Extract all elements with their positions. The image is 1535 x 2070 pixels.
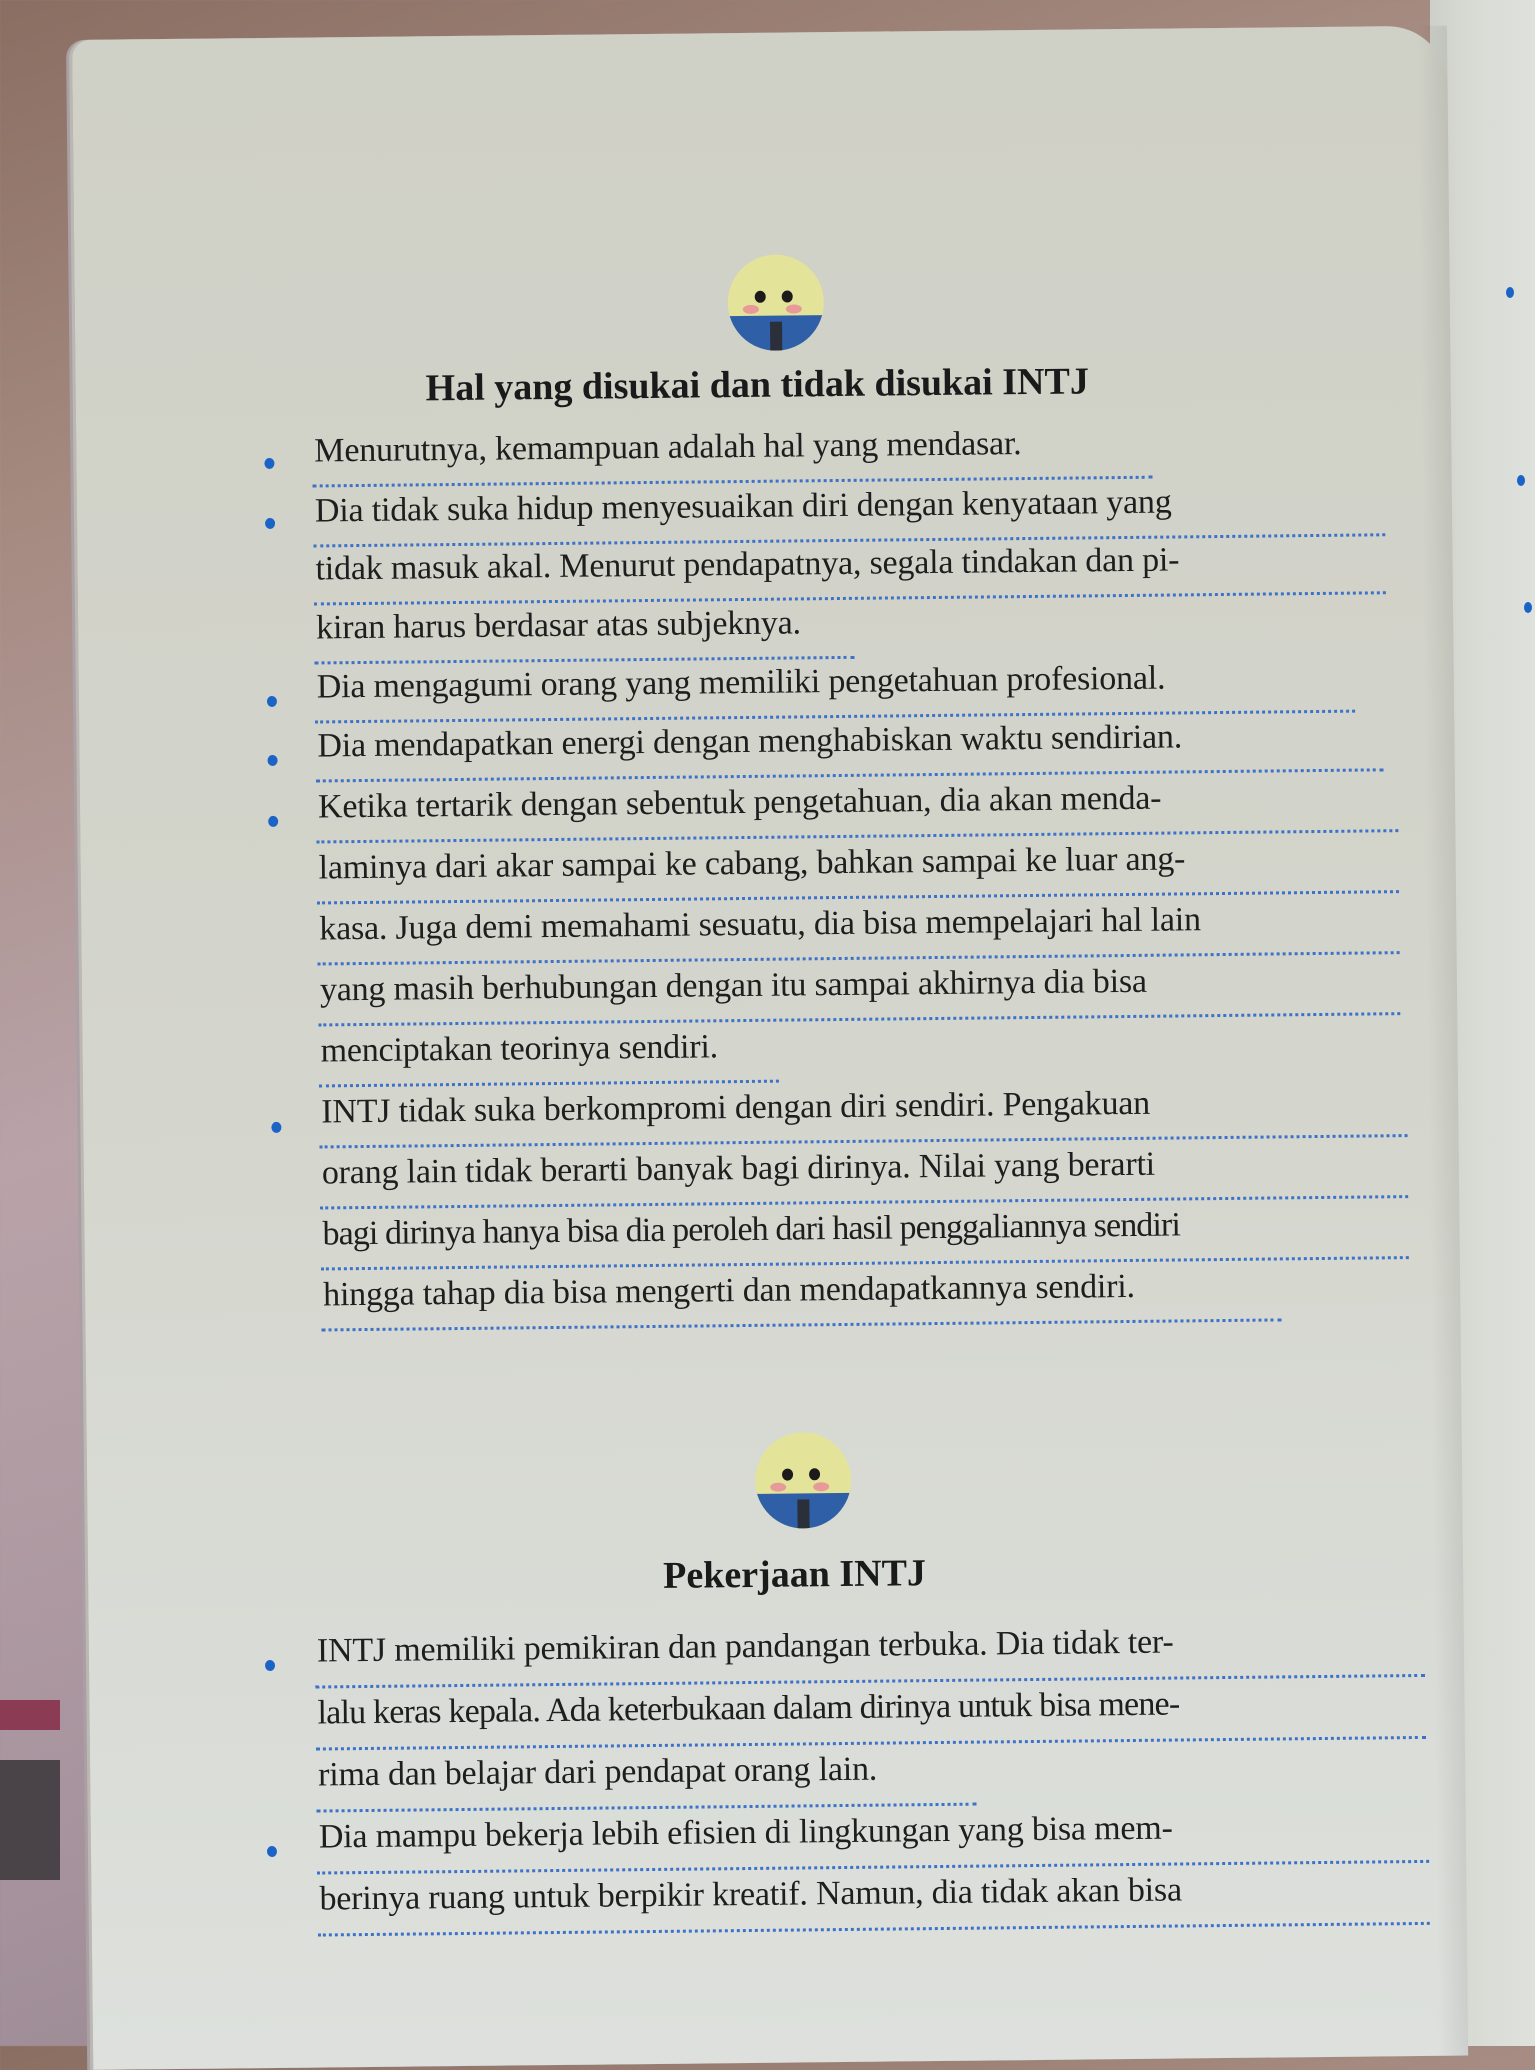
- section-title-likes: Hal yang disukai dan tidak disukai INTJ: [425, 360, 1090, 410]
- bullet-line: Dia tidak suka hidup menyesuaikan diri dengan kenyataan yang: [314, 483, 1172, 530]
- mascot-blush: [743, 305, 759, 314]
- bullet-icon: [271, 1122, 281, 1133]
- bullet-line: hingga tahap dia bisa mengerti dan mendapatkannya sendiri.: [322, 1267, 1136, 1314]
- dotted-underline: [317, 1803, 977, 1813]
- dotted-underline: [316, 829, 1398, 843]
- bullet-line: INTJ memiliki pemikiran dan pandangan terbuka. Dia tidak ter-: [316, 1623, 1174, 1670]
- dotted-underline: [317, 890, 1399, 904]
- mascot-eye: [809, 1469, 820, 1481]
- dotted-underline: [320, 1134, 1408, 1148]
- dotted-underline: [316, 1736, 1426, 1751]
- mascot-collar: [798, 1500, 810, 1529]
- dotted-underline: [320, 1195, 1408, 1209]
- fabric-pattern: [0, 1700, 60, 1730]
- bullet-icon: [267, 755, 277, 766]
- bullet-icon: [265, 518, 275, 529]
- facing-page-bullet: [1517, 475, 1525, 486]
- dotted-underline: [316, 768, 1384, 782]
- dotted-underline: [321, 1256, 1409, 1270]
- facing-page-bullet: [1524, 602, 1532, 613]
- dotted-underline: [319, 1080, 779, 1088]
- bullet-line: orang lain tidak berarti banyak bagi dirinya. Nilai yang berarti: [321, 1145, 1156, 1192]
- bullet-line: kiran harus berdasar atas subjeknya.: [315, 604, 802, 647]
- bullet-icon: [268, 816, 278, 827]
- mascot-icon: [755, 1432, 852, 1529]
- mascot-icon: [727, 254, 824, 351]
- bullet-icon: [264, 458, 274, 469]
- bullet-line: Dia mampu bekerja lebih efisien di lingkungan yang bisa mem-: [318, 1809, 1173, 1856]
- section-title-work: Pekerjaan INTJ: [662, 1552, 927, 1597]
- bullet-icon: [265, 1660, 275, 1671]
- bullet-line: laminya dari akar sampai ke cabang, bahkan sampai ke luar ang-: [318, 840, 1186, 887]
- bullet-line: yang masih berhubungan dengan itu sampai akhirnya dia bisa: [319, 962, 1147, 1009]
- dotted-underline: [322, 1318, 1282, 1331]
- bullet-line: Menurutnya, kemampuan adalah hal yang mendasar.: [314, 425, 1022, 470]
- bullet-line: kasa. Juga demi memahami sesuatu, dia bisa mempelajari hal lain: [319, 901, 1201, 948]
- bullet-line: INTJ tidak suka berkompromi dengan diri sendiri. Pengakuan: [321, 1084, 1151, 1131]
- mascot-blush: [813, 1482, 829, 1491]
- dotted-underline: [317, 1860, 1429, 1875]
- bullet-line: Dia mengagumi orang yang memiliki pengetahuan profesional.: [316, 659, 1166, 706]
- mascot-eye: [782, 1469, 793, 1481]
- dotted-underline: [318, 1922, 1430, 1937]
- facing-page-bullet: [1506, 287, 1514, 298]
- mascot-eye: [755, 291, 766, 303]
- bullet-line: rima dan belajar dari pendapat orang lain.: [317, 1750, 878, 1794]
- bullet-line: bagi dirinya hanya bisa dia peroleh dari hasil penggaliannya sendiri: [322, 1206, 1181, 1253]
- dotted-underline: [314, 591, 1386, 605]
- mascot-collar: [770, 322, 782, 351]
- bullet-line: tidak masuk akal. Menurut pendapatnya, segala tindakan dan pi-: [315, 541, 1180, 588]
- mascot-blush: [785, 304, 801, 313]
- dotted-underline: [315, 1674, 1425, 1689]
- dotted-underline: [318, 951, 1400, 965]
- bullet-line: Ketika tertarik dengan sebentuk pengetahuan, dia akan menda-: [317, 779, 1162, 826]
- fabric-pattern: [0, 1760, 60, 1880]
- dotted-underline: [318, 1012, 1400, 1026]
- book-page: [72, 26, 1468, 2070]
- mascot-blush: [771, 1483, 787, 1492]
- bullet-icon: [267, 1846, 277, 1857]
- bullet-line: Dia mendapatkan energi dengan menghabiskan waktu sendirian.: [317, 718, 1183, 765]
- bullet-icon: [267, 696, 277, 707]
- bullet-line: menciptakan teorinya sendiri.: [320, 1028, 719, 1070]
- mascot-eye: [781, 291, 792, 303]
- bullet-line: lalu keras kepala. Ada keterbukaan dalam dirinya untuk bisa mene-: [317, 1685, 1180, 1732]
- bullet-line: berinya ruang untuk berpikir kreatif. Namun, dia tidak akan bisa: [319, 1871, 1183, 1918]
